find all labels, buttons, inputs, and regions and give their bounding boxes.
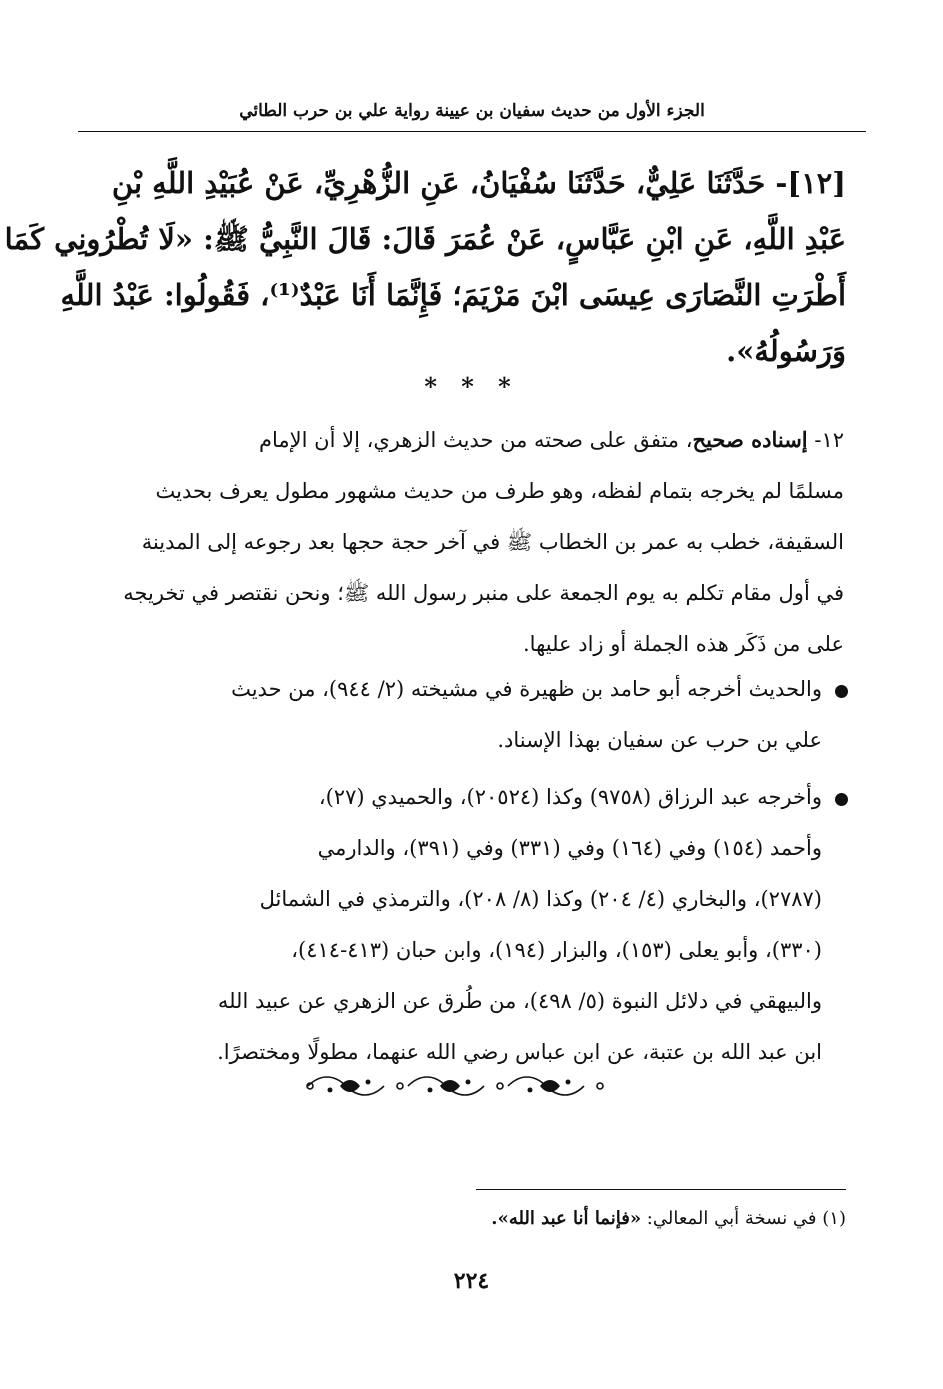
list-item-line: ابن عبد الله بن عتبة، عن ابن عباس رضي الله عنهما، مطولًا ومختصرًا. xyxy=(217,1040,822,1064)
bullet-icon xyxy=(835,685,848,698)
header-divider xyxy=(78,131,866,132)
footnote-divider xyxy=(476,1189,846,1190)
list-item-line: وأحمد (١٥٤) وفي (١٦٤) وفي (٣٣١) وفي (٣٩١)، والدارمي xyxy=(317,836,822,860)
footnote xyxy=(491,1204,846,1234)
page-number: ٢٢٤ xyxy=(453,1268,490,1294)
commentary-line: في أول مقام تكلم به يوم الجمعة على منبر رسول الله ﷺ؛ ونحن نقتصر في تخريجه xyxy=(123,581,844,605)
section-separator: * * * xyxy=(424,372,519,401)
commentary-line xyxy=(72,414,844,466)
list-item-line: علي بن حرب عن سفيان بهذا الإسناد. xyxy=(497,728,822,752)
list-item-text xyxy=(72,664,822,766)
list-item-line: (٢٧٨٧)، والبخاري (٤/ ٢٠٤) وكذا (٨/ ٢٠٨)، والترمذي في الشمائل xyxy=(259,887,822,911)
list-item-line: وأخرجه عبد الرزاق (٩٧٥٨) وكذا (٢٠٥٢٤)، والحميدي (٢٧)، xyxy=(318,785,822,809)
hadith-line: عَبْدِ اللَّهِ، عَنِ ابْنِ عَبَّاسٍ، عَنْ عُمَرَ قَالَ: قَالَ النَّبِيُّ ﷺ: «لَا تُطْرُونِي كَمَا xyxy=(4,222,846,256)
list-item-line: والحديث أخرجه أبو حامد بن ظهيرة في مشيخته (٢/ ٩٤٤)، من حديث xyxy=(231,677,822,701)
footnote-marker: (١) xyxy=(822,1208,846,1229)
hadith-line: [١٢]- حَدَّثَنَا عَلِيٌّ، حَدَّثَنَا سُفْيَانُ، عَنِ الزُّهْرِيِّ، عَنْ عُبَيْدِ اللَّهِ بْنِ xyxy=(111,166,846,200)
list-item-text xyxy=(72,772,822,1078)
commentary-line: مسلمًا لم يخرجه بتمام لفظه، وهو طرف من حديث مشهور مطول يعرف بحديث xyxy=(155,479,844,503)
running-header: الجزء الأول من حديث سفيان بن عيينة رواية علي بن حرب الطائي xyxy=(239,101,705,121)
hadith-line: أَطْرَتِ النَّصَارَى عِيسَى ابْنَ مَرْيَمَ؛ فَإِنَّمَا أَنَا عَبْدٌ⁽¹⁾، فَقُولُوا: عَبْدُ اللَّهِ xyxy=(60,278,846,312)
footnote-quote: «فإنما أنا عبد الله». xyxy=(491,1208,642,1229)
floral-divider-icon xyxy=(300,1068,610,1104)
hadith-line: وَرَسُولُهُ». xyxy=(726,334,846,368)
commentary-paragraph xyxy=(72,414,844,670)
footnote-text: في نسخة أبي المعالي: xyxy=(646,1208,817,1229)
list-item-line: (٣٣٠)، وأبو يعلى (١٥٣)، والبزار (١٩٤)، وابن حبان (٤١٣-٤١٤)، xyxy=(291,938,822,962)
commentary-line: على من ذَكَر هذه الجملة أو زاد عليها. xyxy=(523,632,844,656)
list-item-line: والبيهقي في دلائل النبوة (٥/ ٤٩٨)، من طُرق عن الزهري عن عبيد الله xyxy=(217,989,822,1013)
bullet-icon xyxy=(835,793,848,806)
hadith-text xyxy=(4,155,846,379)
commentary-line-text: ، متفق على صحته من حديث الزهري، إلا أن الإمام xyxy=(259,428,693,452)
commentary-line: السقيفة، خطب به عمر بن الخطاب ﷺ في آخر حجة حجها بعد رجوعه إلى المدينة xyxy=(141,530,844,554)
commentary-verdict: إسناده صحيح xyxy=(692,427,808,452)
commentary-number: ١٢- xyxy=(814,428,844,452)
